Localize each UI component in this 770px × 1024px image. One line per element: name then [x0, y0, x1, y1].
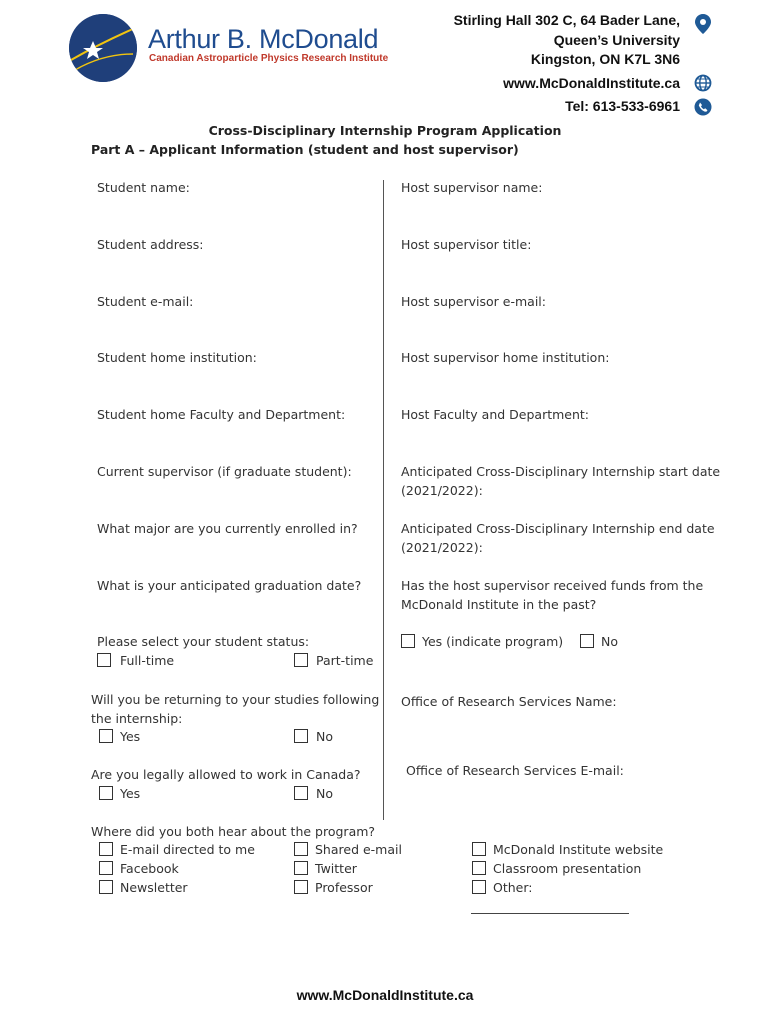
address-line-1: Stirling Hall 302 C, 64 Bader Lane,	[453, 12, 680, 28]
ors-name-field[interactable]: Office of Research Services Name:	[401, 694, 617, 709]
twitter-label: Twitter	[315, 861, 357, 876]
ors-email-field[interactable]: Office of Research Services E-mail:	[406, 763, 624, 778]
hear-question: Where did you both hear about the program?	[91, 824, 376, 839]
part-a-title: Part A – Applicant Information (student and host supervisor)	[91, 142, 519, 157]
legal-work-question: Are you legally allowed to work in Canada?	[91, 767, 361, 782]
other-text-line[interactable]	[471, 913, 629, 914]
full-time-label: Full-time	[120, 653, 175, 668]
form-title: Cross-Disciplinary Internship Program Application	[208, 123, 562, 138]
returning-yes-label: Yes	[120, 729, 141, 744]
funds-question: Has the host supervisor received funds from the	[401, 578, 704, 593]
institute-logo	[69, 14, 137, 82]
legal-no-checkbox[interactable]	[294, 786, 308, 800]
host-faculty-field[interactable]: Host Faculty and Department:	[401, 407, 590, 422]
funds-yes-label: Yes (indicate program)	[422, 634, 564, 649]
end-date-field[interactable]: Anticipated Cross-Disciplinary Internship end date	[401, 521, 715, 536]
footer-website[interactable]: www.McDonaldInstitute.ca	[296, 987, 474, 1003]
host-supervisor-email-field[interactable]: Host supervisor e-mail:	[401, 294, 546, 309]
org-subtitle: Canadian Astroparticle Physics Research Institute	[149, 53, 389, 64]
location-pin-icon	[694, 13, 712, 31]
address-line-3: Kingston, ON K7L 3N6	[530, 51, 680, 67]
funds-no-checkbox[interactable]	[580, 634, 594, 648]
current-supervisor-field[interactable]: Current supervisor (if graduate student):	[97, 464, 352, 479]
shared-email-label: Shared e-mail	[315, 842, 402, 857]
returning-no-checkbox[interactable]	[294, 729, 308, 743]
newsletter-checkbox[interactable]	[99, 880, 113, 894]
host-supervisor-name-field[interactable]: Host supervisor name:	[401, 180, 543, 195]
full-time-checkbox[interactable]	[97, 653, 111, 667]
legal-yes-checkbox[interactable]	[99, 786, 113, 800]
student-name-field[interactable]: Student name:	[97, 180, 190, 195]
host-institution-field[interactable]: Host supervisor home institution:	[401, 350, 610, 365]
end-date-year: (2021/2022):	[401, 540, 483, 555]
other-label: Other:	[493, 880, 533, 895]
phone-number: Tel: 613-533-6961	[565, 98, 680, 114]
email-directed-label: E-mail directed to me	[120, 842, 255, 857]
student-faculty-field[interactable]: Student home Faculty and Department:	[97, 407, 346, 422]
newsletter-label: Newsletter	[120, 880, 188, 895]
student-email-field[interactable]: Student e-mail:	[97, 294, 194, 309]
legal-yes-label: Yes	[120, 786, 141, 801]
host-supervisor-title-field[interactable]: Host supervisor title:	[401, 237, 532, 252]
legal-no-label: No	[316, 786, 333, 801]
professor-checkbox[interactable]	[294, 880, 308, 894]
other-checkbox[interactable]	[472, 880, 486, 894]
professor-label: Professor	[315, 880, 373, 895]
facebook-label: Facebook	[120, 861, 179, 876]
classroom-checkbox[interactable]	[472, 861, 486, 875]
address-line-2: Queen’s University	[553, 32, 680, 48]
student-address-field[interactable]: Student address:	[97, 237, 204, 252]
student-institution-field[interactable]: Student home institution:	[97, 350, 257, 365]
institute-website-label: McDonald Institute website	[493, 842, 664, 857]
email-directed-checkbox[interactable]	[99, 842, 113, 856]
org-name: Arthur B. McDonald	[148, 24, 379, 54]
institute-website-checkbox[interactable]	[472, 842, 486, 856]
start-date-field[interactable]: Anticipated Cross-Disciplinary Internship start date	[401, 464, 721, 479]
returning-question: Will you be returning to your studies following	[91, 692, 380, 707]
major-field[interactable]: What major are you currently enrolled in?	[97, 521, 358, 536]
returning-yes-checkbox[interactable]	[99, 729, 113, 743]
part-time-checkbox[interactable]	[294, 653, 308, 667]
student-status-question: Please select your student status:	[97, 634, 310, 649]
classroom-label: Classroom presentation	[493, 861, 642, 876]
graduation-date-field[interactable]: What is your anticipated graduation date?	[97, 578, 362, 593]
part-time-label: Part-time	[316, 653, 374, 668]
phone-icon	[694, 98, 712, 116]
returning-no-label: No	[316, 729, 333, 744]
funds-no-label: No	[601, 634, 618, 649]
start-date-year: (2021/2022):	[401, 483, 483, 498]
website-link[interactable]: www.McDonaldInstitute.ca	[503, 75, 680, 91]
funds-question-cont: McDonald Institute in the past?	[401, 597, 597, 612]
returning-question-cont: the internship:	[91, 711, 183, 726]
funds-yes-checkbox[interactable]	[401, 634, 415, 648]
facebook-checkbox[interactable]	[99, 861, 113, 875]
column-divider	[383, 180, 384, 820]
globe-icon	[694, 74, 712, 92]
twitter-checkbox[interactable]	[294, 861, 308, 875]
shared-email-checkbox[interactable]	[294, 842, 308, 856]
